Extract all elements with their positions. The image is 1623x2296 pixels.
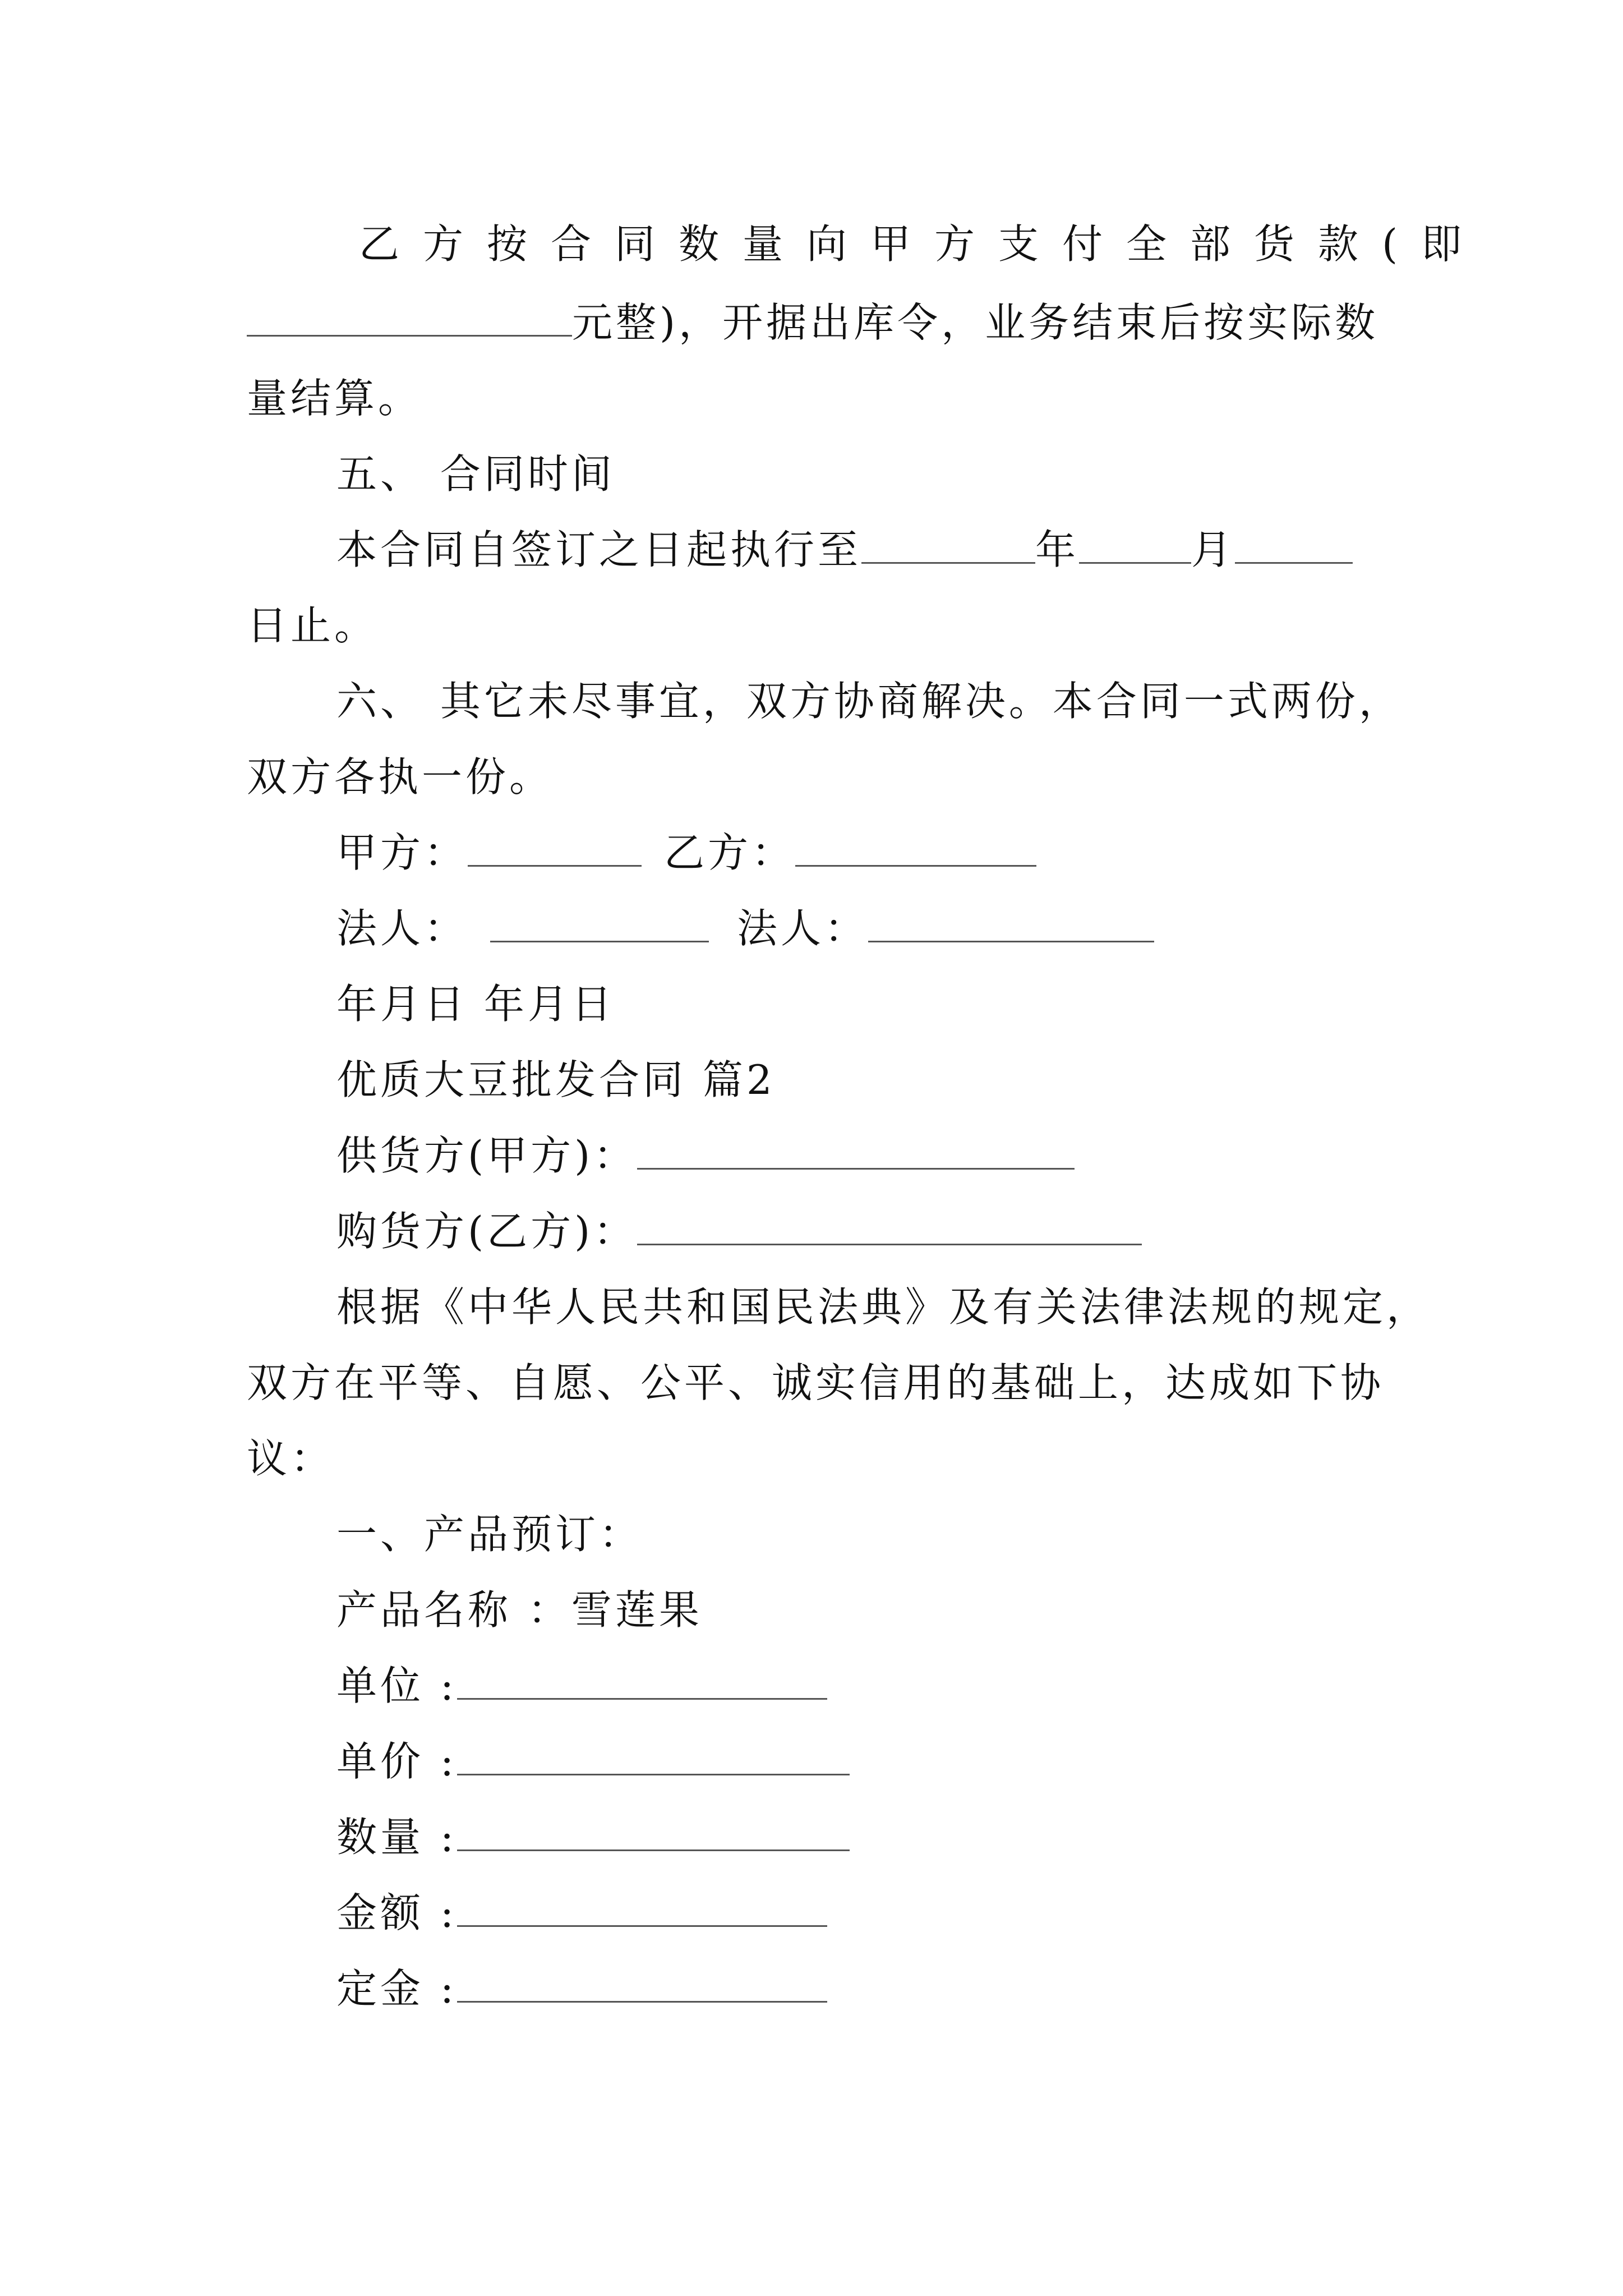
section1-heading: 一、产品预订： [336,1511,643,1558]
contract2-title: 优质大豆批发合同 篇2 [336,1056,776,1103]
section5-line-1 [336,522,1387,578]
signature-legal [336,900,1387,956]
section5-line-2: 日止。 [247,602,379,649]
unit-label: 单位 : [336,1662,458,1709]
price-blank [457,1741,850,1775]
section6-line-2: 双方各执一份。 [247,753,554,800]
party-a-label: 甲方： [336,829,468,876]
preamble-line-3: 议： [247,1435,335,1482]
supplier-line [336,1128,1387,1184]
signature-dates: 年月日 年月日 [336,981,615,1028]
month-blank [1079,530,1191,564]
preamble-line-2: 双方在平等、自愿、公平、诚实信用的基础上，达成如下协 [247,1359,1385,1406]
amount-field-blank [457,1893,827,1927]
section6-line-1: 六、 其它未尽事宜，双方协商解决。本合同一式两份， [336,678,1403,725]
product-name-line: 产品名称 ：雪莲果 [336,1586,703,1634]
section5-line-1-text: 本合同自签订之日起执行至 [336,526,862,573]
buyer-line [336,1203,1387,1259]
buyer-label: 购货方(乙方)： [336,1208,638,1255]
year-label: 年 [1035,526,1080,573]
quantity-label: 数量 : [336,1814,458,1861]
legal-b-blank [868,908,1154,942]
payment-line-2-text: 元整)，开据出库令，业务结束后按实际数 [572,299,1379,346]
deposit-line [336,1961,1387,2017]
unit-line [336,1658,1387,1714]
unit-blank [457,1665,827,1700]
preamble-line-1: 根据《中华人民共和国民法典》及有关法律法规的规定， [336,1283,1431,1331]
quantity-line [336,1809,1387,1865]
price-line [336,1733,1387,1789]
amount-label: 金额 : [336,1889,458,1936]
buyer-blank [637,1211,1142,1245]
deposit-label: 定金 : [336,1965,458,2012]
payment-line-3: 量结算。 [247,375,422,422]
legal-b-label: 法人： [737,905,869,952]
section5-heading: 五、 合同时间 [336,450,615,498]
amount-line [336,1885,1387,1941]
payment-line-2 [247,295,1387,351]
party-b-label: 乙方： [664,829,796,876]
deposit-blank [457,1968,827,2003]
price-label: 单价 : [336,1738,458,1785]
party-a-blank [468,832,642,867]
day-blank [1235,530,1353,564]
signature-parties [336,825,1387,881]
amount-blank [247,302,572,337]
party-b-blank [795,832,1036,867]
month-label: 月 [1191,526,1235,573]
legal-a-blank [490,908,709,942]
payment-line-1: 乙方按合同数量向甲方支付全部货款(即 [359,220,1486,268]
year-blank [861,530,1035,564]
supplier-label: 供货方(甲方)： [336,1132,638,1179]
quantity-blank [457,1817,850,1851]
supplier-blank [637,1135,1075,1170]
legal-a-label: 法人： [336,905,468,952]
